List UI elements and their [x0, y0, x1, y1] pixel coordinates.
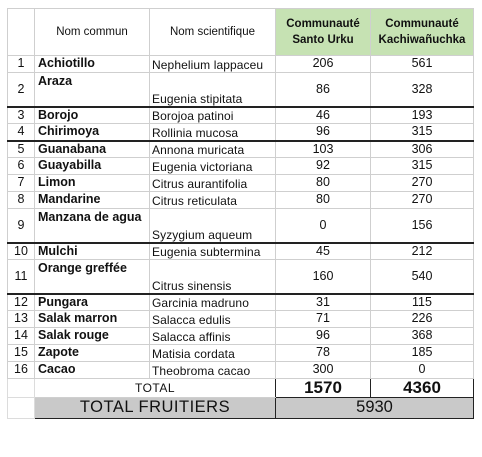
kachiwanuchka-count-cell: 270: [371, 175, 474, 192]
row-index-cell: 8: [8, 192, 35, 209]
row-index-cell: 9: [8, 209, 35, 243]
row-index-cell: 10: [8, 243, 35, 260]
scientific-name-cell: Eugenia subtermina: [150, 243, 276, 260]
table-row: [8, 124, 474, 141]
santo-urku-count-cell: 46: [276, 107, 371, 124]
santo-urku-count-cell: 71: [276, 311, 371, 328]
scientific-name-cell: Theobroma cacao: [150, 362, 276, 379]
table-row: [8, 328, 474, 345]
common-name-cell: Achiotillo: [35, 56, 150, 73]
kachiwanuchka-count-cell: 156: [371, 209, 474, 243]
row-index-cell: 2: [8, 73, 35, 107]
santo-urku-count-cell: 80: [276, 175, 371, 192]
santo-urku-count-cell: 96: [276, 328, 371, 345]
scientific-name-cell: Annona muricata: [150, 141, 276, 158]
table-row: [8, 56, 474, 73]
kachiwanuchka-count-cell: 115: [371, 294, 474, 311]
row-index-cell: 4: [8, 124, 35, 141]
common-name-cell: Araza: [35, 73, 150, 107]
table-row: [8, 294, 474, 311]
scientific-name-cell: Citrus reticulata: [150, 192, 276, 209]
row-index-cell: 6: [8, 158, 35, 175]
header-community-santo-urku: Communauté Santo Urku: [276, 9, 371, 56]
scientific-name-cell: Eugenia stipitata: [150, 73, 276, 107]
common-name-cell: Salak marron: [35, 311, 150, 328]
common-name-cell: Zapote: [35, 345, 150, 362]
kachiwanuchka-count-cell: 315: [371, 158, 474, 175]
header-common-name: Nom commun: [35, 9, 150, 56]
table-row: [8, 209, 474, 243]
grand-total-value: 5930: [276, 398, 474, 419]
fruit-tree-table-sheet: [7, 8, 473, 454]
kachiwanuchka-count-cell: 306: [371, 141, 474, 158]
common-name-cell: Mulchi: [35, 243, 150, 260]
common-name-cell: Guanabana: [35, 141, 150, 158]
total-blank-cell: [8, 379, 35, 398]
santo-urku-count-cell: 92: [276, 158, 371, 175]
scientific-name-cell: Borojoa patinoi: [150, 107, 276, 124]
common-name-cell: Borojo: [35, 107, 150, 124]
row-index-cell: 15: [8, 345, 35, 362]
common-name-cell: Chirimoya: [35, 124, 150, 141]
header-scientific-name: Nom scientifique: [150, 9, 276, 56]
kachiwanuchka-count-cell: 212: [371, 243, 474, 260]
common-name-cell: Pungara: [35, 294, 150, 311]
table-row: [8, 362, 474, 379]
scientific-name-cell: Nephelium lappaceu: [150, 56, 276, 73]
row-index-cell: 5: [8, 141, 35, 158]
row-index-cell: 12: [8, 294, 35, 311]
table-row: [8, 260, 474, 294]
grand-total-row: [8, 398, 474, 419]
header-row: [8, 9, 474, 56]
kachiwanuchka-count-cell: 193: [371, 107, 474, 124]
santo-urku-count-cell: 78: [276, 345, 371, 362]
common-name-cell: Salak rouge: [35, 328, 150, 345]
table-row: [8, 243, 474, 260]
table-row: [8, 141, 474, 158]
row-index-cell: 11: [8, 260, 35, 294]
scientific-name-cell: Eugenia victoriana: [150, 158, 276, 175]
kachiwanuchka-count-cell: 328: [371, 73, 474, 107]
common-name-cell: Mandarine: [35, 192, 150, 209]
fruit-tree-table: [7, 8, 474, 419]
total-santo-urku: 1570: [276, 379, 371, 398]
table-row: [8, 192, 474, 209]
santo-urku-count-cell: 103: [276, 141, 371, 158]
table-row: [8, 175, 474, 192]
row-index-cell: 14: [8, 328, 35, 345]
common-name-cell: Guayabilla: [35, 158, 150, 175]
kachiwanuchka-count-cell: 368: [371, 328, 474, 345]
table-row: [8, 73, 474, 107]
grand-total-blank-cell: [8, 398, 35, 419]
row-index-cell: 1: [8, 56, 35, 73]
santo-urku-count-cell: 86: [276, 73, 371, 107]
common-name-cell: Limon: [35, 175, 150, 192]
table-row: [8, 107, 474, 124]
santo-urku-count-cell: 300: [276, 362, 371, 379]
total-kachiwanuchka: 4360: [371, 379, 474, 398]
row-index-cell: 7: [8, 175, 35, 192]
scientific-name-cell: Citrus sinensis: [150, 260, 276, 294]
common-name-cell: Manzana de agua: [35, 209, 150, 243]
row-index-cell: 13: [8, 311, 35, 328]
header-community-kachiwanuchka: Communauté Kachiwañuchka: [371, 9, 474, 56]
row-index-cell: 3: [8, 107, 35, 124]
scientific-name-cell: Matisia cordata: [150, 345, 276, 362]
total-row: [8, 379, 474, 398]
common-name-cell: Cacao: [35, 362, 150, 379]
santo-urku-count-cell: 80: [276, 192, 371, 209]
kachiwanuchka-count-cell: 540: [371, 260, 474, 294]
kachiwanuchka-count-cell: 315: [371, 124, 474, 141]
common-name-cell: Orange greffée: [35, 260, 150, 294]
santo-urku-count-cell: 45: [276, 243, 371, 260]
table-row: [8, 311, 474, 328]
scientific-name-cell: Garcinia madruno: [150, 294, 276, 311]
total-label: TOTAL: [35, 379, 276, 398]
scientific-name-cell: Salacca edulis: [150, 311, 276, 328]
kachiwanuchka-count-cell: 185: [371, 345, 474, 362]
table-row: [8, 158, 474, 175]
santo-urku-count-cell: 96: [276, 124, 371, 141]
scientific-name-cell: Citrus aurantifolia: [150, 175, 276, 192]
kachiwanuchka-count-cell: 270: [371, 192, 474, 209]
santo-urku-count-cell: 0: [276, 209, 371, 243]
header-index-cell: [8, 9, 35, 56]
row-index-cell: 16: [8, 362, 35, 379]
santo-urku-count-cell: 31: [276, 294, 371, 311]
scientific-name-cell: Syzygium aqueum: [150, 209, 276, 243]
santo-urku-count-cell: 160: [276, 260, 371, 294]
grand-total-label: TOTAL FRUITIERS: [35, 398, 276, 419]
kachiwanuchka-count-cell: 226: [371, 311, 474, 328]
scientific-name-cell: Rollinia mucosa: [150, 124, 276, 141]
kachiwanuchka-count-cell: 0: [371, 362, 474, 379]
scientific-name-cell: Salacca affinis: [150, 328, 276, 345]
kachiwanuchka-count-cell: 561: [371, 56, 474, 73]
table-row: [8, 345, 474, 362]
santo-urku-count-cell: 206: [276, 56, 371, 73]
